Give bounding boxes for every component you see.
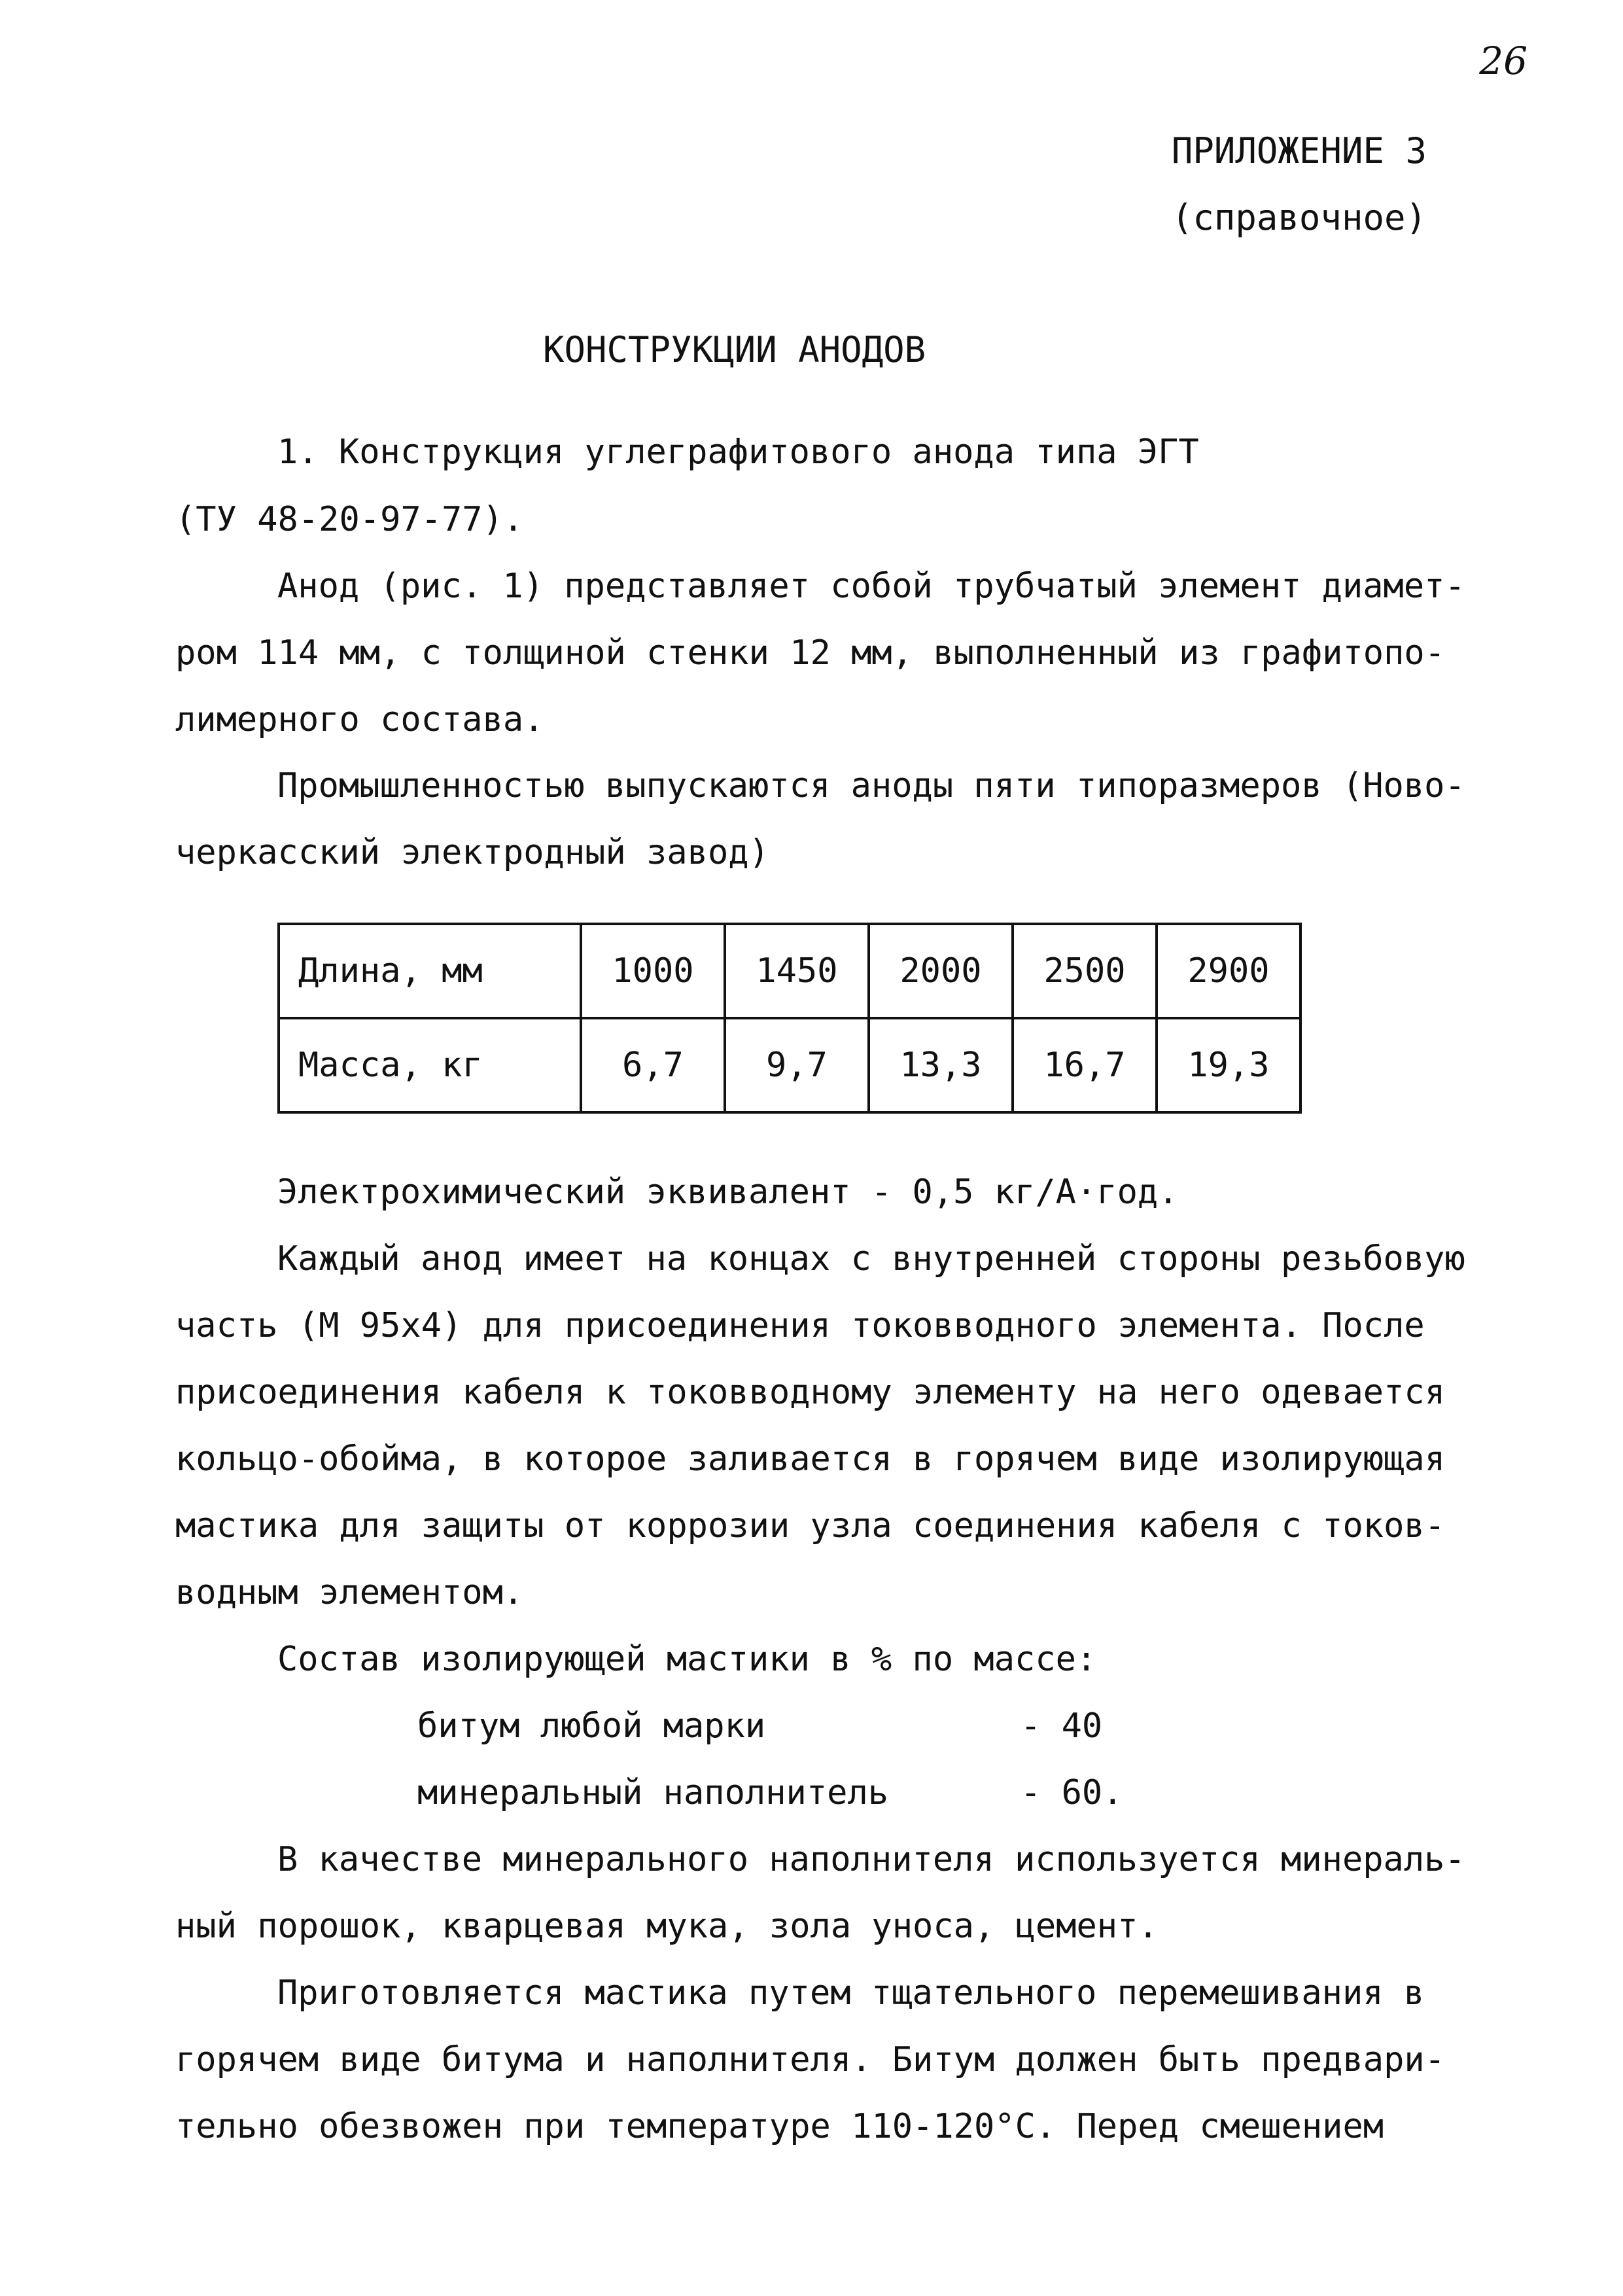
paragraph-line: водным элементом. [175,1573,524,1612]
table-row [279,924,1300,1018]
table-row-label: Длина, мм [279,924,581,1018]
paragraph-line: черкасский электродный завод) [175,833,769,872]
table-cell: 2500 [1013,924,1157,1018]
paragraph-line: Каждый анод имеет на концах с внутренней стороны резьбовую [277,1239,1465,1279]
paragraph-line: Анод (рис. 1) представляет собой трубчатый элемент диамет- [277,567,1465,606]
paragraph-line: кольцо-обойма, в которое заливается в горячем виде изолирующая [175,1439,1446,1479]
paragraph-line: Приготовляется мастика путем тщательного перемешивания в [277,1973,1425,2013]
paragraph-line: В качестве минерального наполнителя используется минераль- [277,1840,1465,1879]
table-cell: 13,3 [869,1018,1013,1112]
paragraph-line: часть (М 95х4) для присоединения токовводного элемента. После [175,1306,1425,1345]
page-title: КОНСТРУКЦИИ АНОДОВ [543,329,926,370]
section-title-line-1: 1. Конструкция углеграфитового анода типа ЭГТ [277,433,1199,472]
table-cell: 1000 [581,924,725,1018]
paragraph-line: тельно обезвожен при температуре 110-120°С. Перед смешением [175,2107,1384,2146]
paragraph-line: лимерного состава. [175,700,544,739]
composition-title: Состав изолирующей мастики в % по массе: [277,1640,1097,1679]
paragraph-line: мастика для защиты от коррозии узла соединения кабеля с токов- [175,1506,1446,1545]
equivalent-line: Электрохимический эквивалент - 0,5 кг/А·год. [277,1173,1179,1212]
composition-item-name: битум любой марки [417,1706,766,1746]
table-cell: 2000 [869,924,1013,1018]
paragraph-line: горячем виде битума и наполнителя. Битум должен быть предвари- [175,2040,1446,2079]
section-title-line-2: (ТУ 48-20-97-77). [175,500,524,539]
paragraph-line: ром 114 мм, с толщиной стенки 12 мм, выполненный из графитопо- [175,633,1446,673]
table-cell: 6,7 [581,1018,725,1112]
paragraph-line: ный порошок, кварцевая мука, зола уноса, цемент. [175,1907,1159,1946]
anode-sizes-table [277,923,1302,1114]
composition-item-value: - 60. [1021,1773,1123,1812]
table-row-label: Масса, кг [279,1018,581,1112]
appendix-title: ПРИЛОЖЕНИЕ 3 [1171,130,1427,171]
appendix-note: (справочное) [1171,197,1427,238]
paragraph-line: Промышленностью выпускаются аноды пяти типоразмеров (Ново- [277,766,1465,805]
table-cell: 19,3 [1157,1018,1300,1112]
composition-item-value: - 40 [1021,1706,1103,1746]
table-cell: 2900 [1157,924,1300,1018]
table-cell: 9,7 [725,1018,869,1112]
page-number: 26 [1479,39,1527,83]
paragraph-line: присоединения кабеля к токовводному элементу на него одевается [175,1373,1446,1412]
table-cell: 16,7 [1013,1018,1157,1112]
table-cell: 1450 [725,924,869,1018]
composition-item-name: минеральный наполнитель [417,1773,889,1812]
table-row [279,1018,1300,1112]
